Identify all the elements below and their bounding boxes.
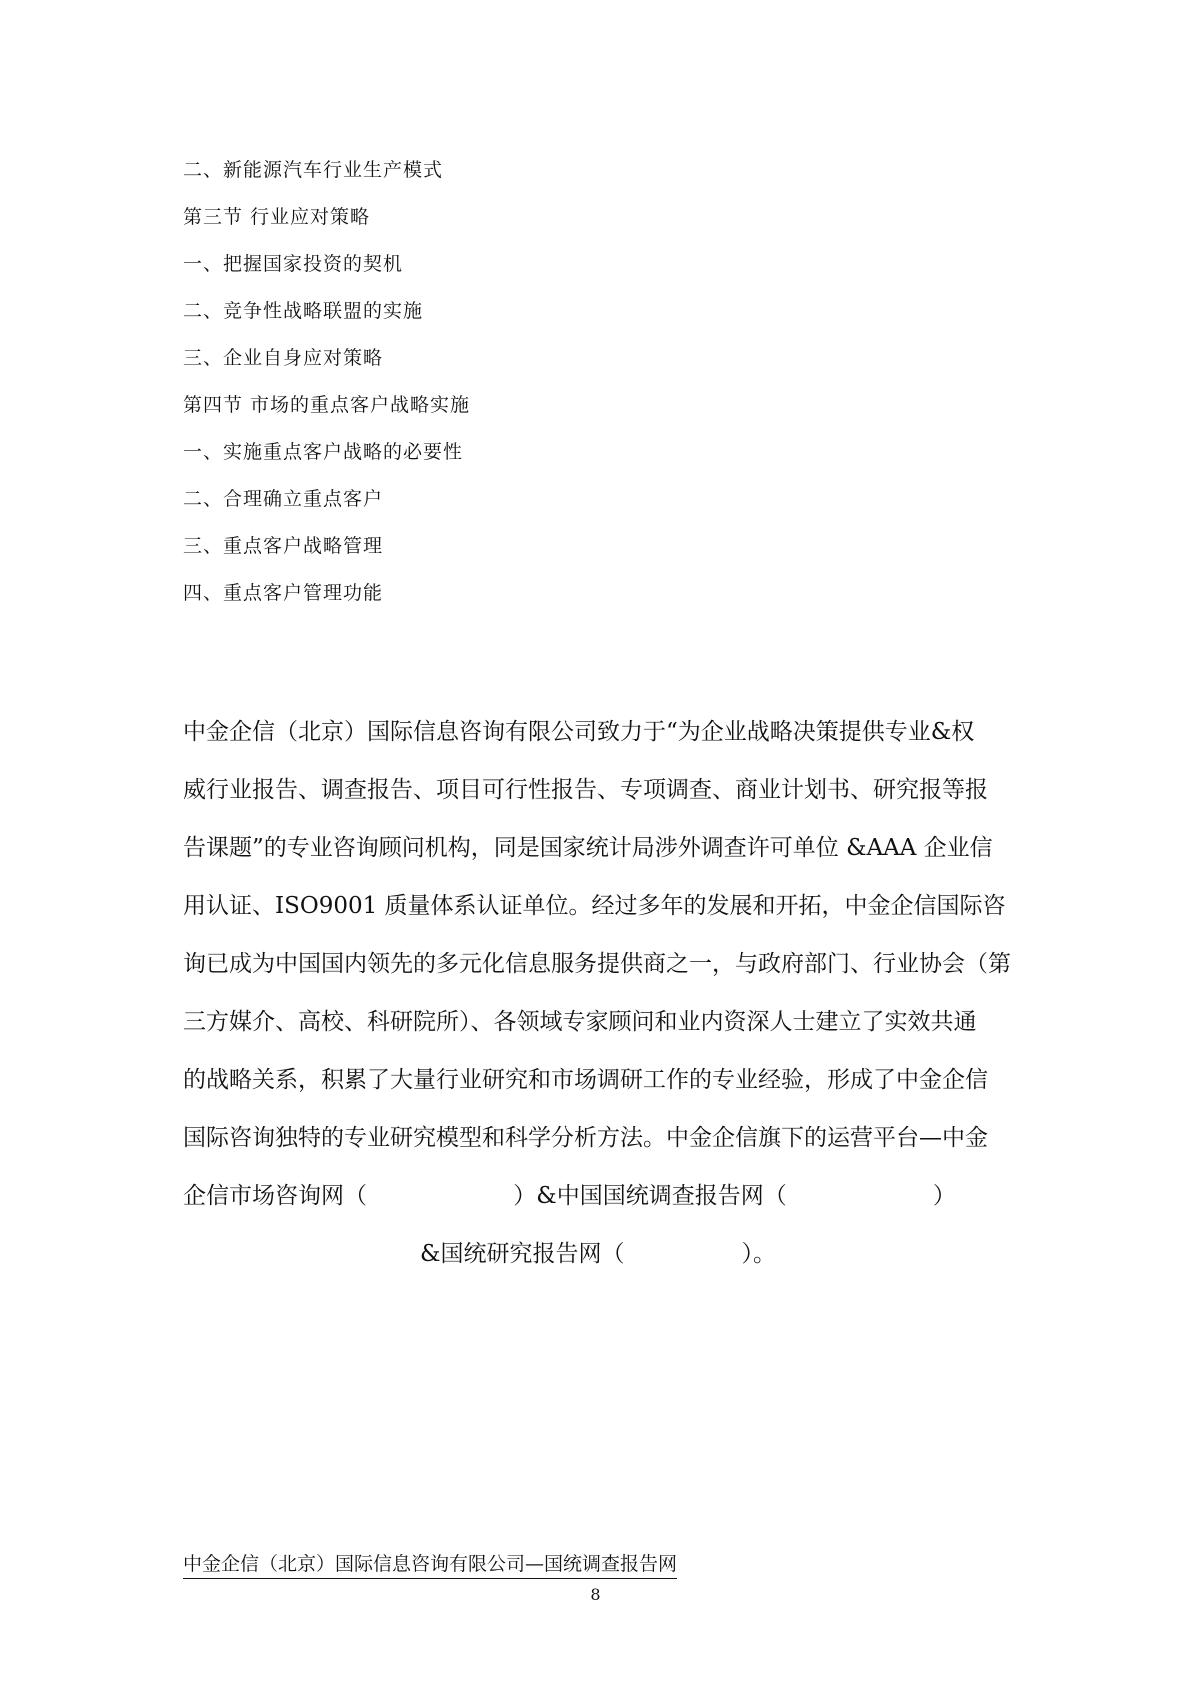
intro-line: 用认证、ISO9001 质量体系认证单位。经过多年的发展和开拓，中金企信国际咨 <box>183 893 1006 919</box>
intro-line: 中金企信（北京）国际信息咨询有限公司致力于“为企业战略决策提供专业&权 <box>183 719 975 745</box>
intro-line: 企信市场咨询网（ ）&中国国统调查报告网（ ） <box>183 1183 956 1209</box>
intro-line: &国统研究报告网（ ）。 <box>420 1241 776 1267</box>
intro-line: 国际咨询独特的专业研究模型和科学分析方法。中金企信旗下的运营平台—中金 <box>183 1125 988 1151</box>
toc-item: 三、企业自身应对策略 <box>183 347 384 369</box>
intro-line: 威行业报告、调查报告、项目可行性报告、专项调查、商业计划书、研究报等报 <box>183 777 988 803</box>
table-of-contents <box>183 152 470 622</box>
intro-line: 的战略关系，积累了大量行业研究和市场调研工作的专业经验，形成了中金企信 <box>183 1067 988 1093</box>
toc-item: 第三节 行业应对策略 <box>183 206 371 228</box>
company-introduction <box>183 712 1013 1292</box>
intro-line: 三方媒介、高校、科研院所）、各领域专家顾问和业内资深人士建立了实效共通 <box>183 1009 977 1035</box>
toc-item: 一、把握国家投资的契机 <box>183 253 404 275</box>
page-number: 8 <box>590 1585 601 1604</box>
toc-item: 二、合理确立重点客户 <box>183 488 384 510</box>
toc-item: 一、实施重点客户战略的必要性 <box>183 441 464 463</box>
intro-line: 告课题”的专业咨询顾问机构，同是国家统计局涉外调查许可单位 &AAA 企业信 <box>183 835 993 861</box>
toc-item: 三、重点客户战略管理 <box>183 535 384 557</box>
intro-line: 询已成为中国国内领先的多元化信息服务提供商之一，与政府部门、行业协会（第 <box>183 951 1011 977</box>
toc-item: 二、新能源汽车行业生产模式 <box>183 159 444 181</box>
toc-item: 四、重点客户管理功能 <box>183 582 384 604</box>
toc-item: 第四节 市场的重点客户战略实施 <box>183 394 471 416</box>
page-footer: 中金企信（北京）国际信息咨询有限公司—国统调查报告网 <box>183 1551 677 1579</box>
toc-item: 二、竞争性战略联盟的实施 <box>183 300 424 322</box>
